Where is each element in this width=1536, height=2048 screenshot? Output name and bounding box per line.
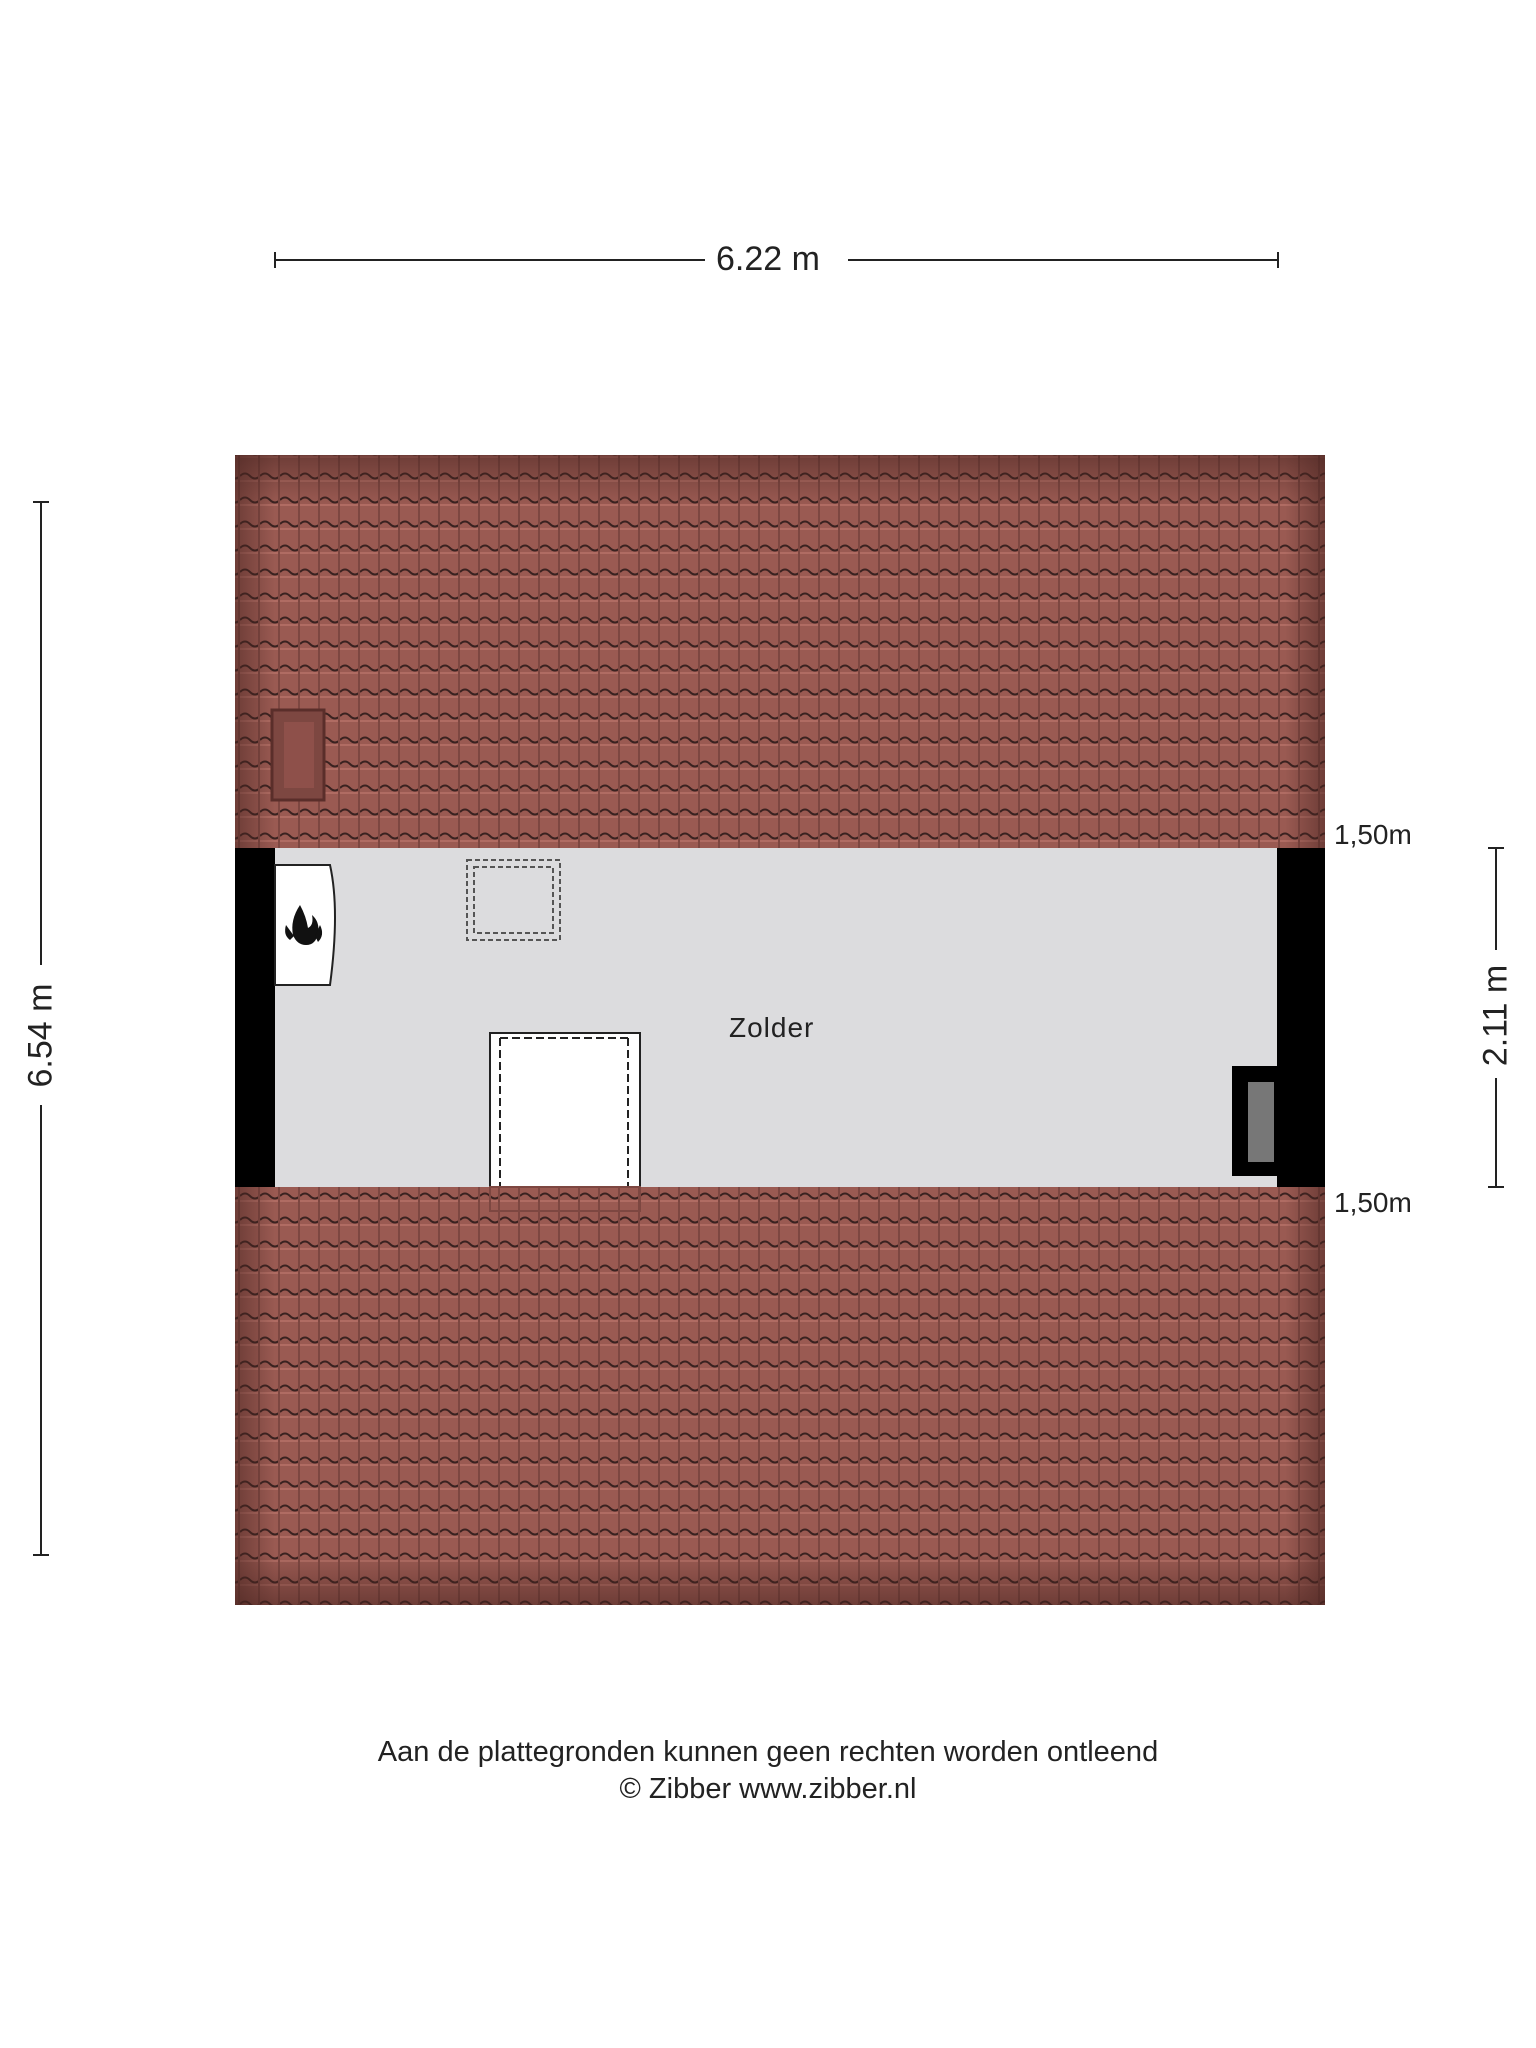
bottom-wall-height-label: 1,50m (1334, 1187, 1412, 1218)
roof-bottom (235, 1187, 1325, 1605)
copyright-text: © Zibber www.zibber.nl (619, 1773, 917, 1805)
roof-vent (272, 710, 324, 800)
right-wall (1277, 848, 1325, 1187)
room-height-dimension-label: 2.11 m (1476, 964, 1515, 1067)
boiler (275, 865, 335, 985)
stair-hatch-icon (490, 1033, 640, 1211)
disclaimer-text: Aan de plattegronden kunnen geen rechten worden ontleend (377, 1736, 1159, 1768)
height-dimension-label: 6.54 m (21, 983, 60, 1088)
roof-top (235, 455, 1325, 848)
width-dimension-label: 6.22 m (716, 240, 820, 278)
chimney-icon (1232, 1066, 1279, 1176)
left-wall (235, 848, 275, 1187)
top-wall-height-label: 1,50m (1334, 819, 1412, 850)
room-label-zolder: Zolder (729, 1012, 815, 1043)
